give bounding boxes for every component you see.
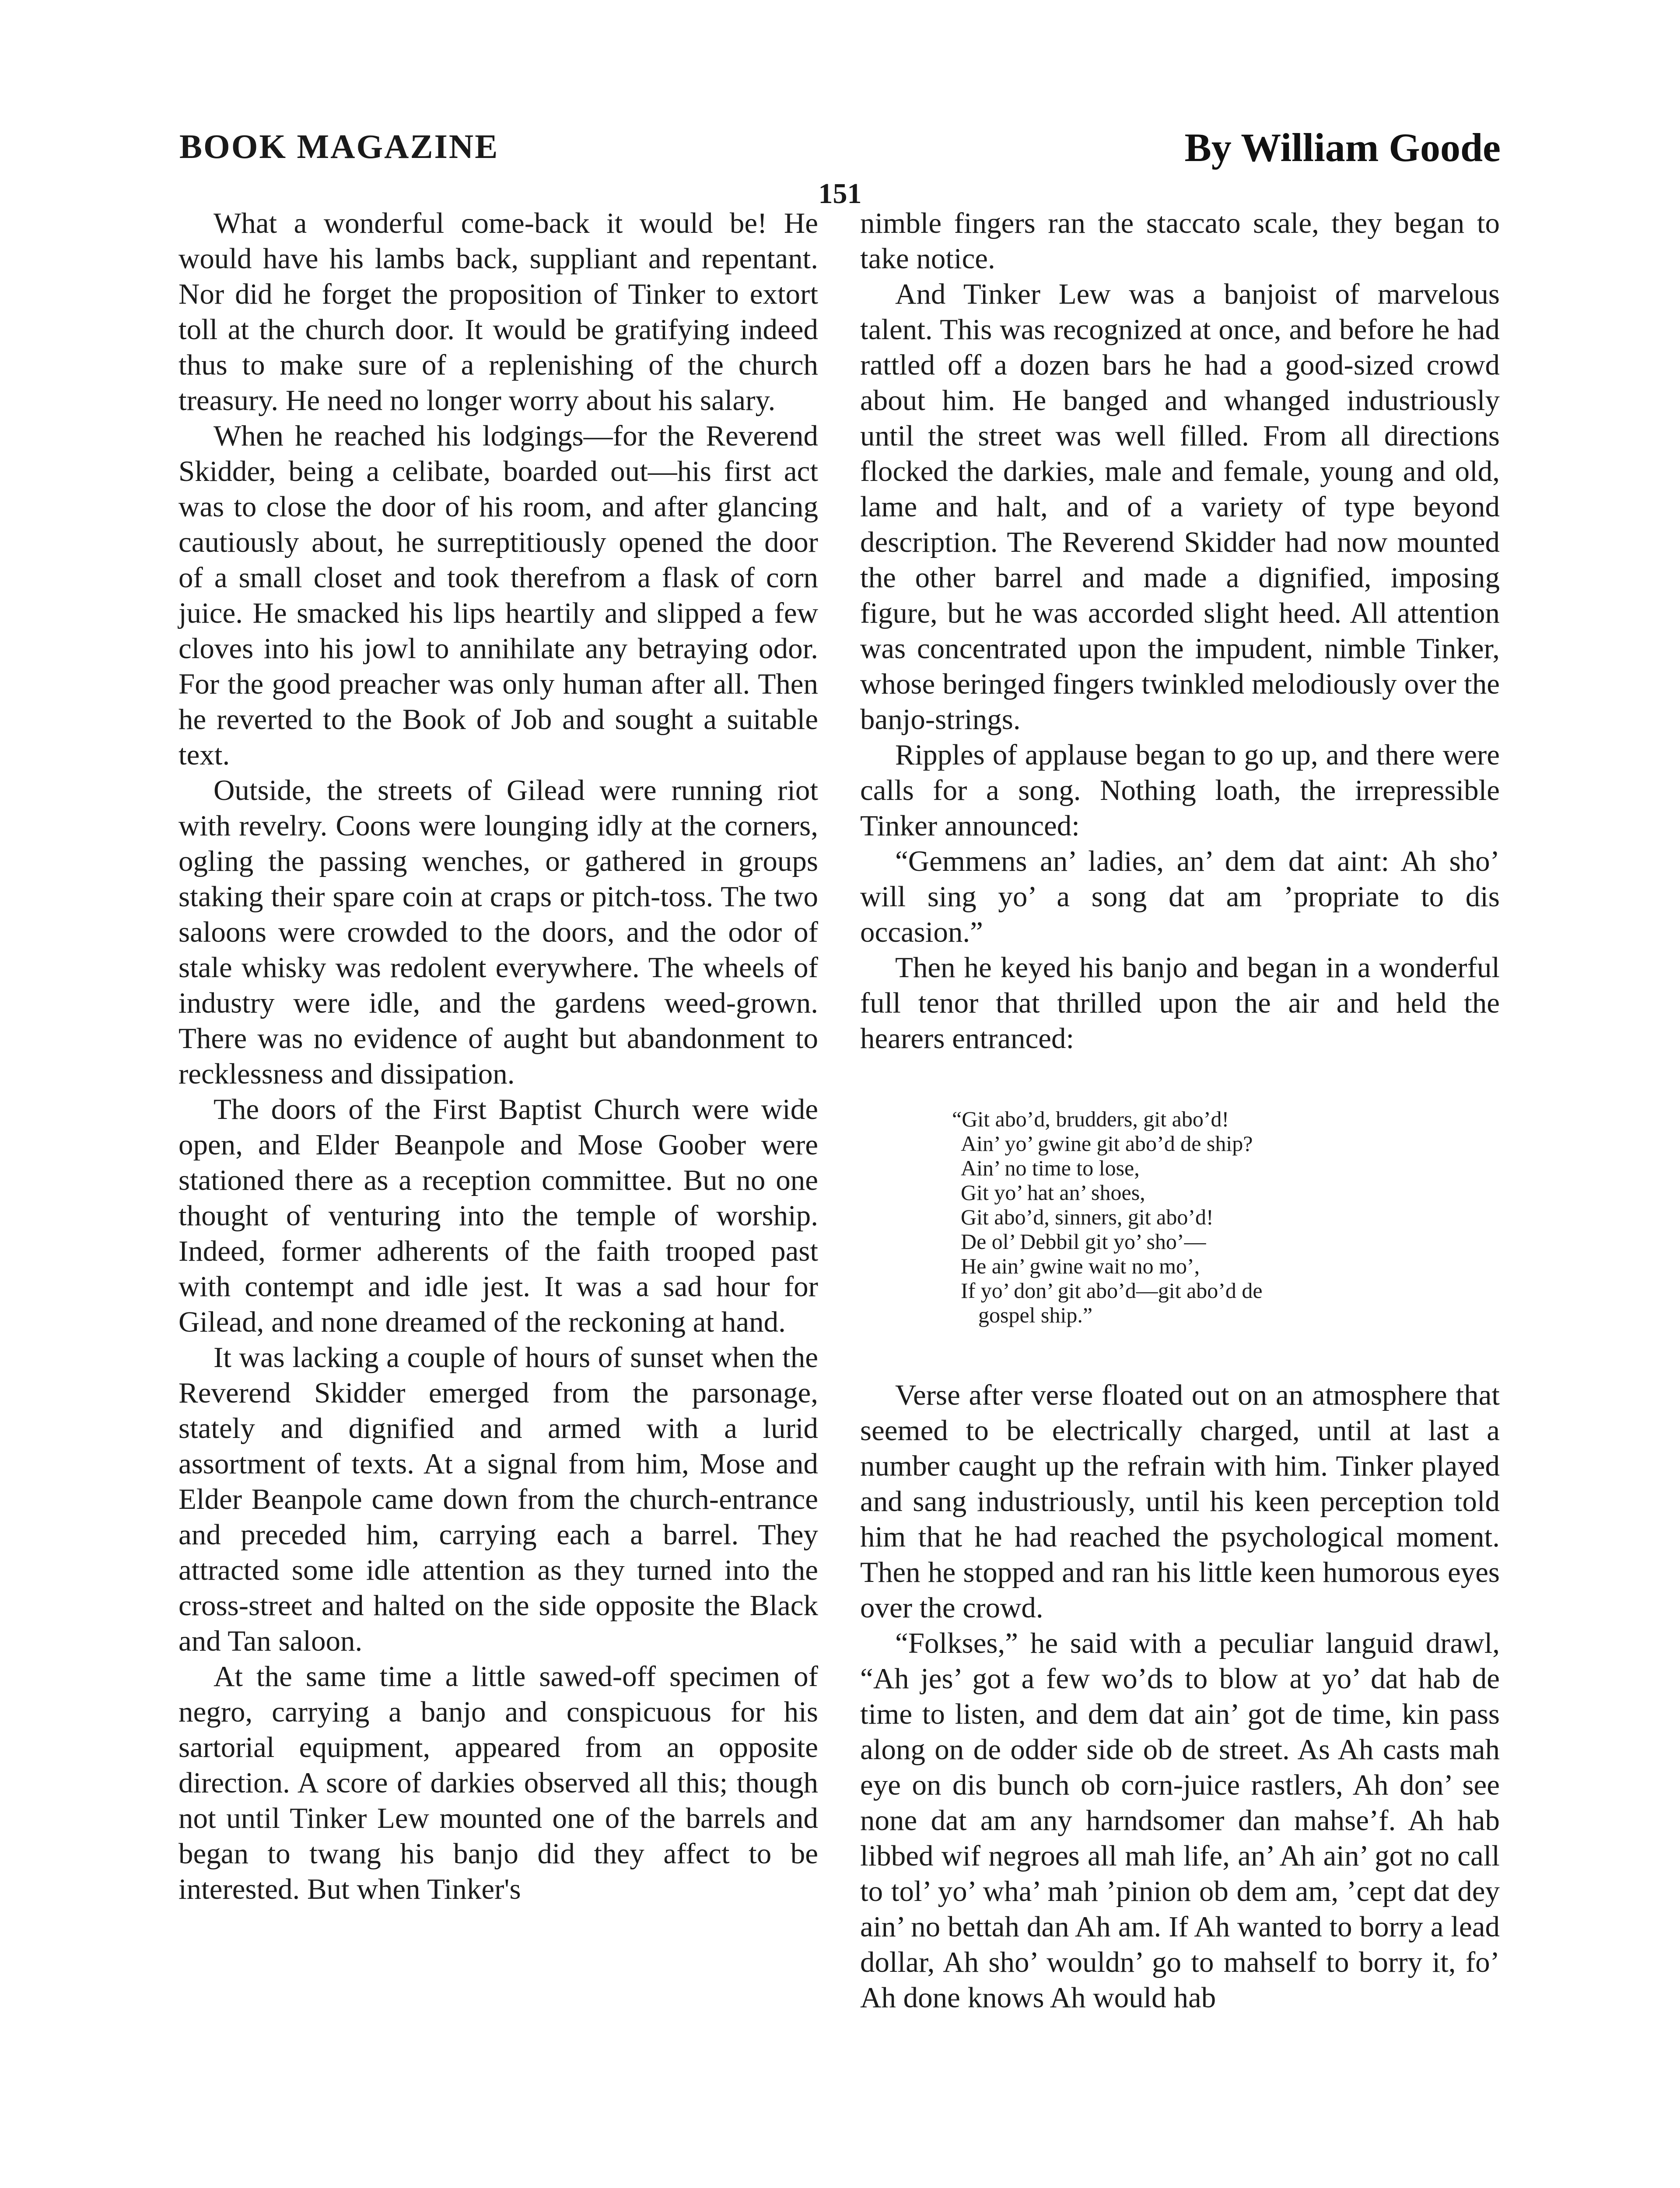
paragraph: And Tinker Lew was a banjoist of marvelous talent. This was recognized at once, and before he had rattled off a dozen bars he had a good-sized crowd about him. He banged and whanged industriously until the street was well filled. From all directions flocked the darkies, male and female, young and old, lame and halt, and of a variety of type beyond description. The Reverend Skidder had now mounted the other barrel and made a dignified, imposing figure, but he was accorded slight heed. All attention was concentrated upon the impudent, nimble Tinker, whose beringed fingers twinkled melodiously over the banjo-strings.: [860, 278, 1500, 736]
song-verse: [952, 1107, 1500, 1327]
paragraph: “Gemmens an’ ladies, an’ dem dat aint: Ah sho’ will sing yo’ a song dat am ’propriate to dis occasion.”: [860, 845, 1500, 948]
paragraph: It was lacking a couple of hours of sunset when the Reverend Skidder emerged from the parsonage, stately and dignified and armed with a lurid assortment of texts. At a signal from him, Mose and Elder Beanpole came down from the church-entrance and preceded him, carrying each a barrel. They attracted some idle attention as they turned into the cross-street and halted on the side opposite the Black and Tan saloon.: [178, 1341, 818, 1657]
verse-line: De ol’ Debbil git yo’ sho’—: [961, 1229, 1206, 1254]
right-column: [860, 206, 1500, 2016]
paragraph: At the same time a little sawed-off specimen of negro, carrying a banjo and conspicuous for his sartorial equipment, appeared from an opposite direction. A score of darkies observed all this; though not until Tinker Lew mounted one of the barrels and began to twang his banjo did they affect to be interested. But when Tinker's: [178, 1660, 818, 1905]
page-number: 151: [818, 178, 862, 210]
paragraph: Outside, the streets of Gilead were running riot with revelry. Coons were lounging idly at the corners, ogling the passing wenches, or gathered in groups staking their spare coin at craps or pitch-toss. The two saloons were crowded to the doors, and the odor of stale whisky was redolent everywhere. The wheels of industry were idle, and the gardens weed-grown. There was no evidence of aught but abandonment to recklessness and dissipation.: [178, 774, 818, 1090]
left-column: [178, 206, 818, 1907]
running-header: [0, 127, 1680, 179]
verse-line: He ain’ gwine wait no mo’,: [961, 1254, 1200, 1278]
paragraph: “Folkses,” he said with a peculiar languid drawl, “Ah jes’ got a few wo’ds to blow at yo’ dat hab de time to listen, and dem dat ain’ got de time, kin pass along on de odder side ob de street. As Ah casts mah eye on dis bunch ob corn-juice rastlers, Ah don’ see none dat am any harndsomer dan mahse’f. Ah hab libbed wif negroes all mah life, an’ Ah ain’ got no call to tol’ yo’ wha’ mah ’pinion ob dem am, ’cept dat dey ain’ no bettah dan Ah am. If Ah wanted to borry a lead dollar, Ah sho’ wouldn’ go to mahself to borry it, fo’ Ah done knows Ah would hab: [860, 1627, 1500, 2014]
paragraph: What a wonderful come-back it would be! He would have his lambs back, suppliant and repentant. Nor did he forget the proposition of Tinker to extort toll at the church door. It would be gratifying indeed thus to make sure of a replenishing of the church treasury. He need no longer worry about his salary.: [178, 207, 818, 417]
paragraph: Ripples of applause began to go up, and there were calls for a song. Nothing loath, the irrepressible Tinker announced:: [860, 739, 1500, 842]
paragraph: nimble fingers ran the staccato scale, they began to take notice.: [860, 207, 1500, 275]
verse-line: Git abo’d, sinners, git abo’d!: [961, 1205, 1214, 1229]
verse-line: If yo’ don’ git abo’d—git abo’d de: [961, 1278, 1263, 1303]
verse-line: “Git abo’d, brudders, git abo’d!: [952, 1107, 1229, 1131]
author-byline: By William Goode: [1184, 125, 1501, 170]
verse-line: Ain’ yo’ gwine git abo’d de ship?: [961, 1131, 1253, 1156]
paragraph: Verse after verse floated out on an atmosphere that seemed to be electrically charged, until at last a number caught up the refrain with him. Tinker played and sang industriously, until his keen perception told him that he had reached the psychological moment. Then he stopped and ran his little keen humorous eyes over the crowd.: [860, 1379, 1500, 1624]
paragraph: The doors of the First Baptist Church were wide open, and Elder Beanpole and Mose Goober were stationed there as a reception committee. But no one thought of venturing into the temple of worship. Indeed, former adherents of the faith trooped past with contempt and idle jest. It was a sad hour for Gilead, and none dreamed of the reckoning at hand.: [178, 1093, 818, 1338]
paragraph: When he reached his lodgings—for the Reverend Skidder, being a celibate, boarded out—his first act was to close the door of his room, and after glancing cautiously about, he surreptitiously opened the door of a small closet and took therefrom a flask of corn juice. He smacked his lips heartily and slipped a few cloves into his jowl to annihilate any betraying odor. For the good preacher was only human after all. Then he reverted to the Book of Job and sought a suitable text.: [178, 420, 818, 771]
verse-line: Git yo’ hat an’ shoes,: [961, 1180, 1145, 1205]
verse-line: gospel ship.”: [978, 1303, 1093, 1327]
magazine-title: BOOK MAGAZINE: [179, 127, 499, 165]
paragraph: Then he keyed his banjo and began in a wonderful full tenor that thrilled upon the air and held the hearers entranced:: [860, 951, 1500, 1055]
verse-line: Ain’ no time to lose,: [961, 1156, 1140, 1180]
